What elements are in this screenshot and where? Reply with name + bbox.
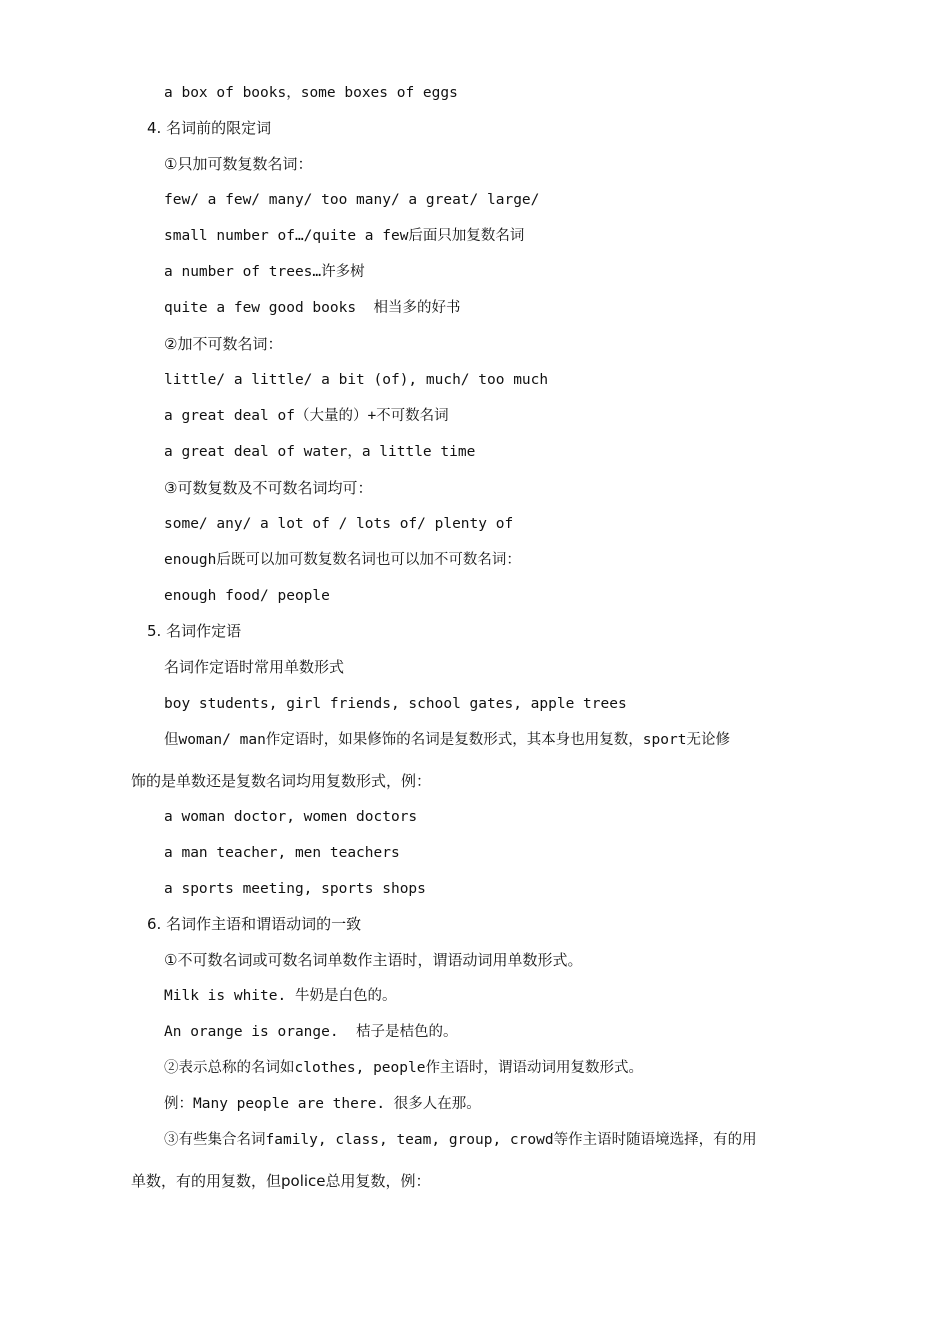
text-line: a woman doctor, women doctors bbox=[164, 809, 418, 825]
text-line: ①只加可数复数名词： bbox=[164, 155, 313, 173]
section-heading: 5. 名词作定语 bbox=[147, 622, 242, 640]
text-line: few/ a few/ many/ too many/ a great/ large/ bbox=[164, 192, 540, 208]
text-line: a box of books，some boxes of eggs bbox=[164, 85, 458, 101]
text-line: ③可数复数及不可数名词均可： bbox=[164, 479, 373, 497]
text-line: a great deal of water，a little time bbox=[164, 444, 476, 460]
text-line: boy students, girl friends, school gates, apple trees bbox=[164, 696, 627, 712]
section-heading: 6. 名词作主语和谓语动词的一致 bbox=[147, 915, 362, 933]
text-line: enough food/ people bbox=[164, 588, 330, 604]
text-line: ②表示总称的名词如clothes, people作主语时，谓语动词用复数形式。 bbox=[164, 1060, 643, 1076]
text-line: a number of trees…许多树 bbox=[164, 264, 365, 280]
text-line: 饰的是单数还是复数名词均用复数形式，例： bbox=[131, 772, 432, 790]
text-line: ②加不可数名词： bbox=[164, 335, 283, 353]
text-line: ③有些集合名词family, class, team, group, crowd等作主语时随语境选择，有的用 bbox=[164, 1132, 757, 1148]
text-line: some/ any/ a lot of / lots of/ plenty of bbox=[164, 516, 514, 532]
text-line: 但woman/ man作定语时，如果修饰的名词是复数形式，其本身也用复数，sport无论修 bbox=[164, 732, 730, 748]
text-line: a great deal of（大量的）+不可数名词 bbox=[164, 408, 449, 424]
text-line: quite a few good books 相当多的好书 bbox=[164, 300, 461, 316]
text-line: 例：Many people are there. 很多人在那。 bbox=[164, 1096, 481, 1112]
text-line: An orange is orange. 桔子是桔色的。 bbox=[164, 1024, 458, 1040]
text-line: 单数，有的用复数，但police总用复数，例： bbox=[131, 1172, 431, 1190]
text-line: 名词作定语时常用单数形式 bbox=[164, 658, 345, 676]
text-line: Milk is white. 牛奶是白色的。 bbox=[164, 988, 397, 1004]
section-heading: 4. 名词前的限定词 bbox=[147, 119, 272, 137]
text-line: ①不可数名词或可数名词单数作主语时，谓语动词用单数形式。 bbox=[164, 951, 583, 969]
text-line: small number of…/quite a few后面只加复数名词 bbox=[164, 228, 525, 244]
text-line: a man teacher, men teachers bbox=[164, 845, 400, 861]
text-line: little/ a little/ a bit (of), much/ too much bbox=[164, 372, 549, 388]
text-line: enough后既可以加可数复数名词也可以加不可数名词： bbox=[164, 552, 521, 568]
text-line: a sports meeting, sports shops bbox=[164, 881, 426, 897]
